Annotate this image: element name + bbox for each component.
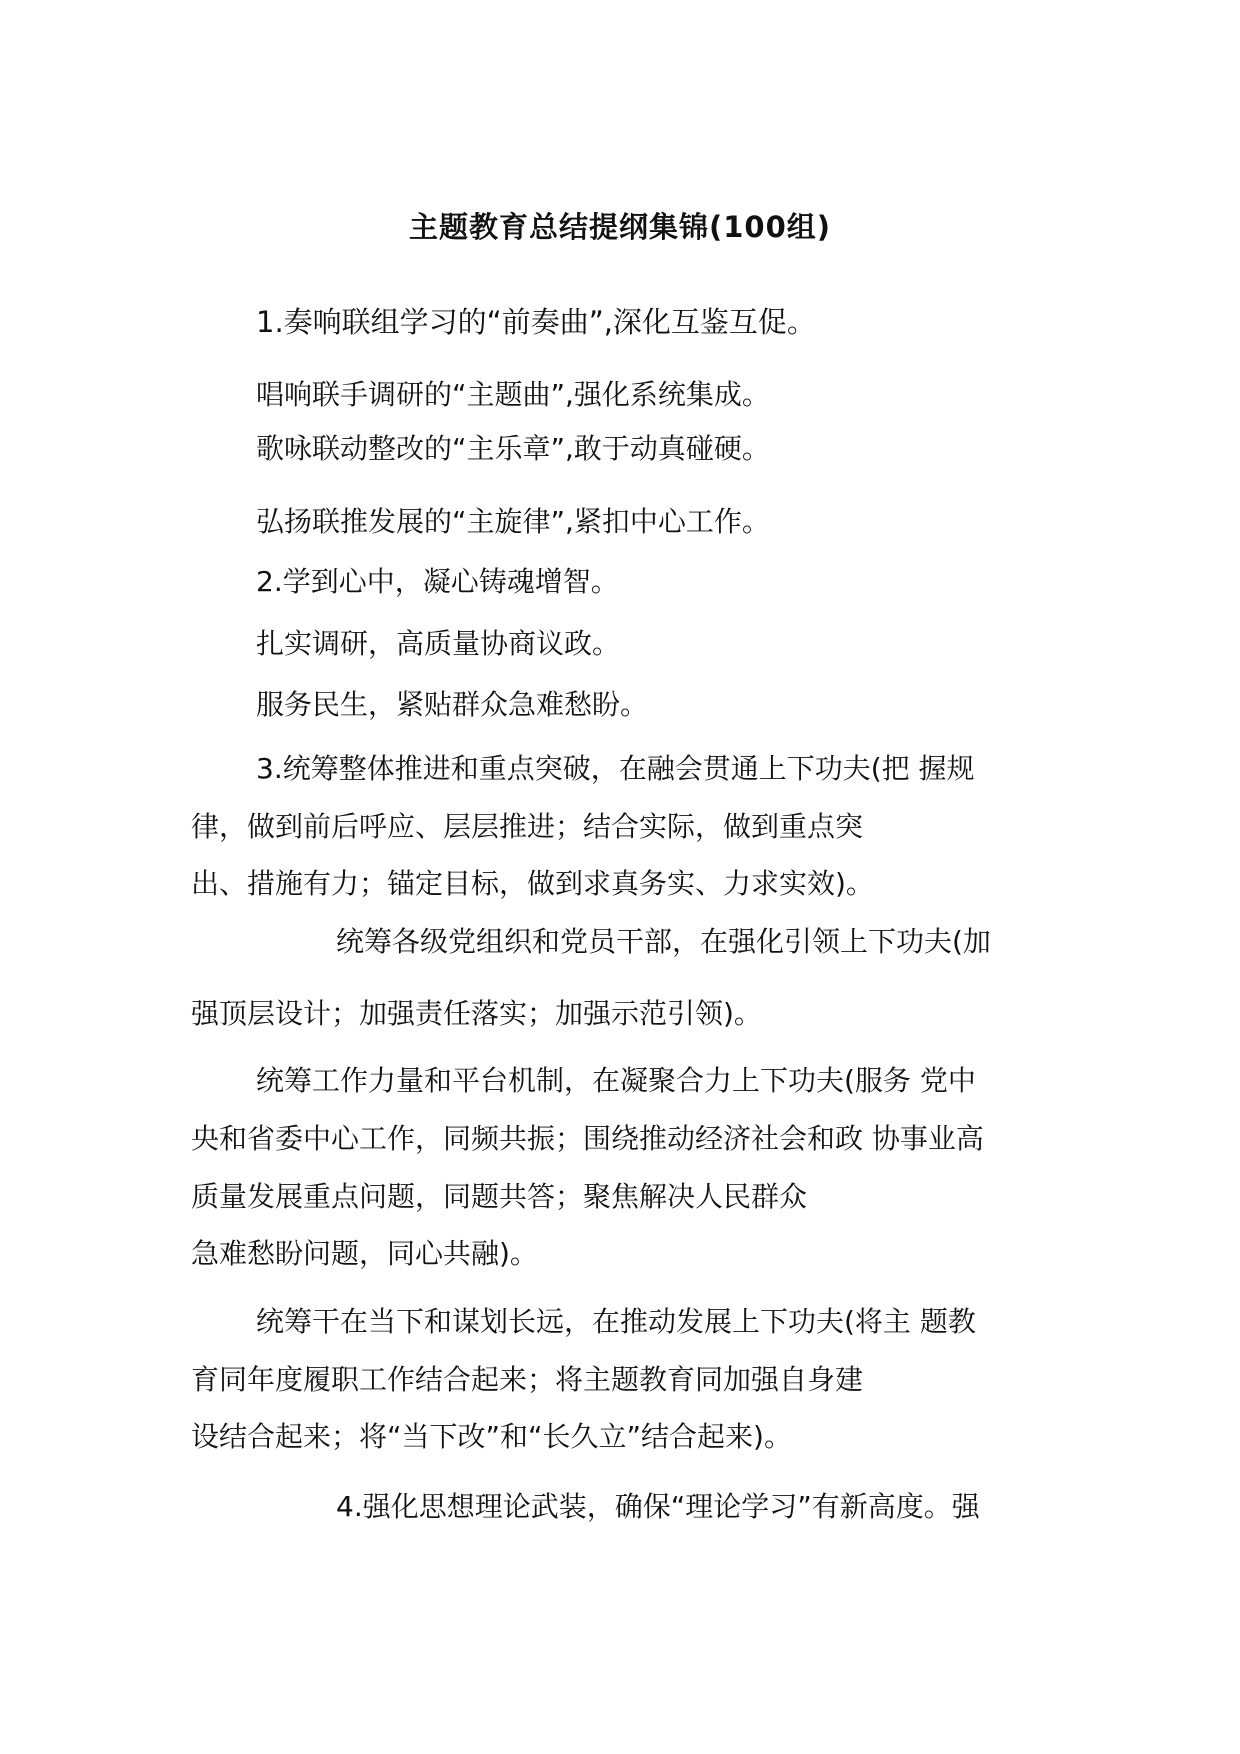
- paragraph-line: 设结合起来；将“当下改”和“长久立”结合起来)。: [191, 1420, 792, 1453]
- paragraph-line: 3.统筹整体推进和重点突破，在融会贯通上下功夫(把 握规: [256, 752, 975, 785]
- paragraph-line: 质量发展重点问题，同题共答；聚焦解决人民群众: [191, 1180, 808, 1213]
- paragraph-line: 2.学到心中，凝心铸魂增智。: [256, 565, 619, 598]
- paragraph-line: 4.强化思想理论武装，确保“理论学习”有新高度。强: [336, 1490, 980, 1523]
- paragraph-line: 服务民生，紧贴群众急难愁盼。: [256, 688, 649, 721]
- paragraph-line: 急难愁盼问题，同心共融)。: [191, 1237, 538, 1270]
- paragraph-line: 出、措施有力；锚定目标，做到求真务实、力求实效)。: [191, 867, 874, 900]
- paragraph-line: 统筹工作力量和平台机制，在凝聚合力上下功夫(服务 党中: [256, 1064, 976, 1097]
- paragraph-line: 强顶层设计；加强责任落实；加强示范引领)。: [191, 997, 762, 1030]
- paragraph-line: 央和省委中心工作，同频共振；围绕推动经济社会和政 协事业高: [191, 1122, 984, 1155]
- paragraph-line: 律，做到前后呼应、层层推进；结合实际，做到重点突: [191, 810, 864, 843]
- paragraph-line: 育同年度履职工作结合起来；将主题教育同加强自身建: [191, 1363, 864, 1396]
- document-title: 主题教育总结提纲集锦(100组): [408, 210, 832, 244]
- paragraph-line: 唱响联手调研的“主题曲”,强化系统集成。: [256, 378, 770, 411]
- paragraph-line: 1.奏响联组学习的“前奏曲”,深化互鉴互促。: [256, 305, 816, 339]
- paragraph-line: 统筹干在当下和谋划长远，在推动发展上下功夫(将主 题教: [256, 1305, 976, 1338]
- paragraph-line: 扎实调研，高质量协商议政。: [256, 627, 621, 660]
- paragraph-line: 统筹各级党组织和党员干部，在强化引领上下功夫(加: [336, 925, 991, 958]
- paragraph-line: 歌咏联动整改的“主乐章”,敢于动真碰硬。: [256, 432, 770, 465]
- paragraph-line: 弘扬联推发展的“主旋律”,紧扣中心工作。: [256, 505, 770, 538]
